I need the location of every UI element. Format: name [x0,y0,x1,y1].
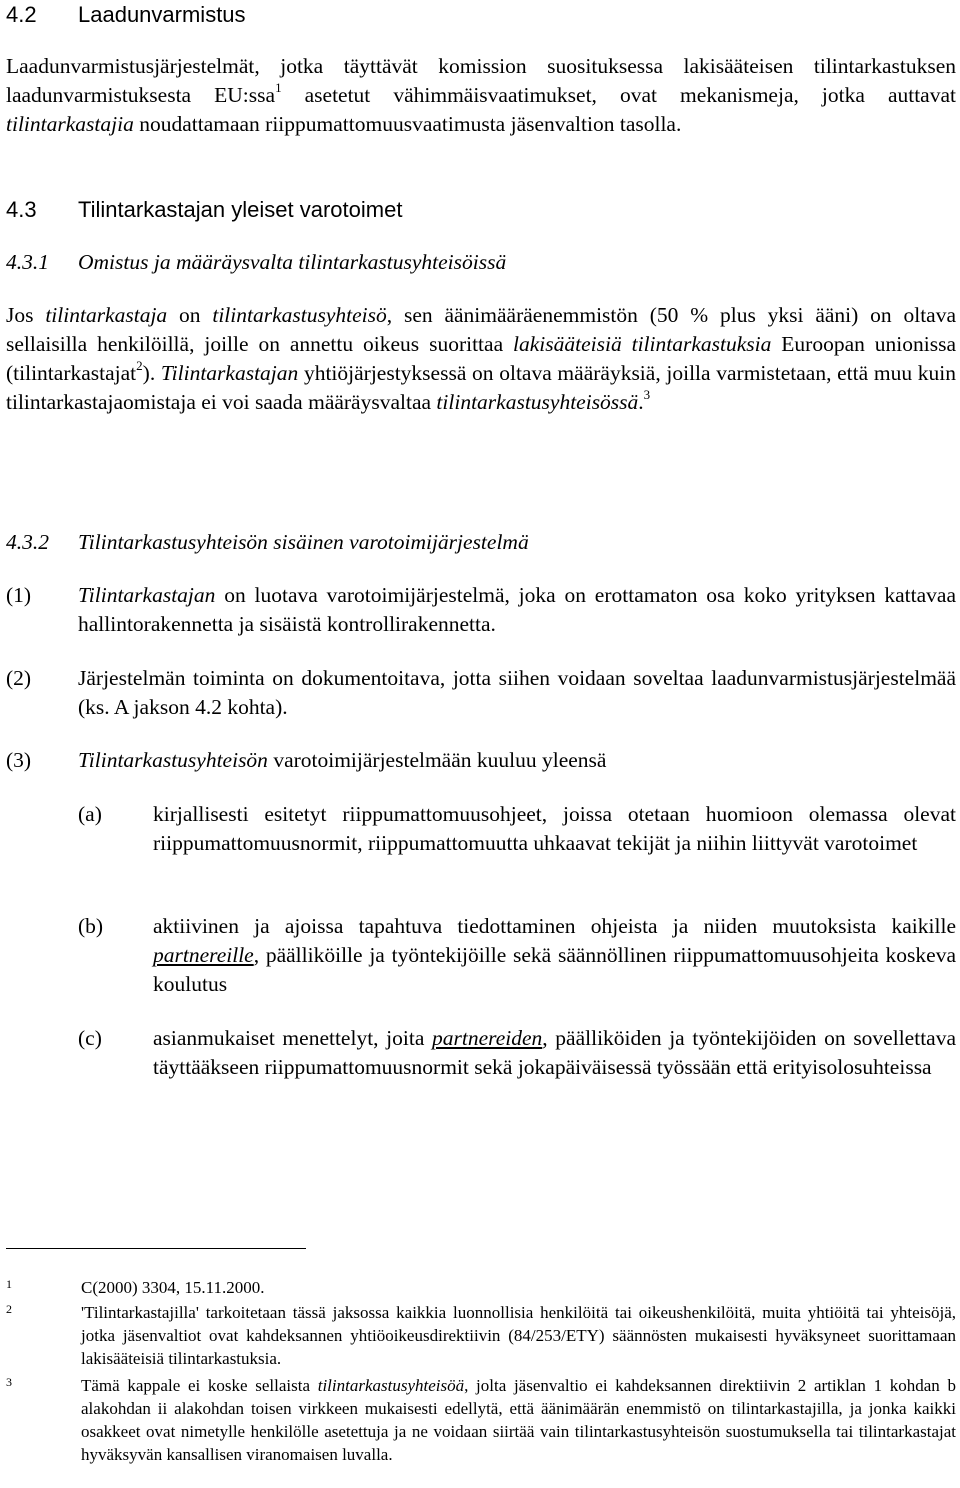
text-run: , sen äänimääräenemmistön (50 % plus yksi ääni) on oltava sellaisilla henkilöillä, joille on annettu oikeus suorittaa [6,303,957,356]
sub-list-text [153,912,956,999]
footnote-text: C(2000) 3304, 15.11.2000. [81,1278,265,1297]
subsection-heading [6,195,402,224]
sub-list-label: (a) [78,802,102,826]
defined-term: partnereiden [432,1026,543,1050]
text-run: aktiivinen ja ajoissa tapahtuva tiedottaminen ohjeista ja niiden muutoksista kaikille [153,914,956,938]
footnote-number: 2 [6,1302,12,1316]
subsubsection-number: 4.3.2 [6,530,49,554]
footnote-number: 3 [6,1375,12,1389]
text-run: varotoimijärjestelmään kuuluu yleensä [267,748,607,772]
subsubsection-title: Omistus ja määräysvalta tilintarkastusyhteisöissä [78,250,507,274]
paragraph-quality-assurance [6,52,956,139]
text-run: ). [142,361,161,385]
list-text [78,581,956,639]
defined-term: Tilintarkastajan [160,361,299,385]
text-run: noudattamaan riippumattomuusvaatimusta jäsenvaltion tasolla. [133,112,682,136]
text-run: , jolta jäsenvaltio ei kahdeksannen direktiivin 2 artiklan 1 kohdan b alakohdan ii alakohdan toisen virkkeen mukaisesti edellytä, että äänimäärän enemmistö on tilintarkastajilla, ja jonka kaikki osakkeet ovat nimetylle henkilölle asetettuja ja ne voidaan siirtää vain tilintarkastusyhteisön suostumuksella tai tilintarkastajat hyväksyvän kansallisen viranomaisen luvalla. [81,1376,957,1464]
defined-term: lakisääteisiä tilintarkastuksia [513,332,772,356]
sub-list-text: kirjallisesti esitetyt riippumattomuusohjeet, joissa otetaan huomioon olemassa olevat riippumattomuusnormit, riippumattomuutta uhkaavat tekijät ja niihin liittyvät varotoimet [153,802,956,855]
text-run: Euroopan unionissa (tilintarkastajat [6,332,957,385]
defined-term: Tilintarkastajan [78,583,216,607]
defined-term: tilintarkastajia [6,112,134,136]
footnote-text: 'Tilintarkastajilla' tarkoitetaan tässä jaksossa kaikkia luonnollisia henkilöitä tai oikeushenkilöitä, muita yhtiöitä tai yhteisöjä, jotka jäsenvaltiot ovat kahdeksannen yhtiöoikeusdirektiivin (84/253/ETY) säännösten mukaisesti hyväksyneet suorittamaan lakisääteisiä tilintarkastuksia. [81,1303,956,1368]
footnote-ref-3[interactable]: 3 [643,386,651,402]
defined-term: tilintarkastusyhteisöä [317,1376,465,1395]
subsection-number: 4.3 [6,197,37,222]
list-label: (2) [6,666,32,690]
text-run: Laadunvarmistusjärjestelmät, jotka täyttävät komission suosituksessa lakisääteisen tilintarkastuksen laadunvarmistuksesta EU:ssa [6,54,956,107]
subsubsection-heading-4-3-2 [6,528,529,557]
defined-term: partnereille [153,943,254,967]
text-run: , päälliköiden ja työntekijöiden on sovellettava täyttääkseen riippumattomuusnormit sekä jokapäiväisessä työssään että erityisolosuhteissa [153,1026,956,1079]
text-run: on luotava varotoimijärjestelmä, joka on erottamaton osa koko yrityksen kattavaa hallintorakennetta ja sisäistä kontrollirakennetta. [78,583,956,636]
defined-term: tilintarkastusyhteisössä [436,390,639,414]
text-run: Tämä kappale ei koske sellaista [81,1376,318,1395]
text-run: asetetut vähimmäisvaatimukset, ovat mekanismeja, jotka auttavat [281,83,956,107]
list-label: (3) [6,748,32,772]
subsection-title: Tilintarkastajan yleiset varotoimet [78,197,403,222]
text-run: , päälliköille ja työntekijöille sekä säännöllinen riippumattomuusohjeita koskeva koulutus [153,943,956,996]
defined-term: tilintarkastusyhteisö [212,303,387,327]
text-run: on [167,303,213,327]
subsubsection-number: 4.3.1 [6,250,49,274]
section-heading [6,0,246,29]
sub-list-label: (b) [78,914,104,938]
text-run: Jos [6,303,46,327]
subsubsection-heading-4-3-1 [6,248,506,277]
text-run: asianmukaiset menettelyt, joita [153,1026,433,1050]
list-text: Järjestelmän toiminta on dokumentoitava, jotta siihen voidaan soveltaa laadunvarmistusjärjestelmää (ks. A jakson 4.2 kohta). [78,666,956,719]
paragraph-ownership [6,301,956,417]
sub-list-label: (c) [78,1026,102,1050]
text-run: yhtiöjärjestyksessä on oltava määräyksiä, joilla varmistetaan, että muu kuin tilintarkastajaomistaja ei voi saada määräysvaltaa [6,361,956,414]
subsubsection-title: Tilintarkastusyhteisön sisäinen varotoimijärjestelmä [78,530,529,554]
list-label: (1) [6,583,32,607]
text-run: . [638,390,644,414]
footnote-ref-1[interactable]: 1 [275,79,282,95]
footnote-text [81,1374,956,1466]
footnote-separator [6,1248,306,1249]
footnote-ref-2[interactable]: 2 [136,357,143,373]
defined-term: Tilintarkastusyhteisön [78,748,268,772]
section-title: Laadunvarmistus [78,2,246,27]
section-number: 4.2 [6,2,37,27]
list-text [78,746,956,775]
footnote-number: 1 [6,1277,12,1291]
defined-term: tilintarkastaja [45,303,168,327]
sub-list-text [153,1024,956,1082]
